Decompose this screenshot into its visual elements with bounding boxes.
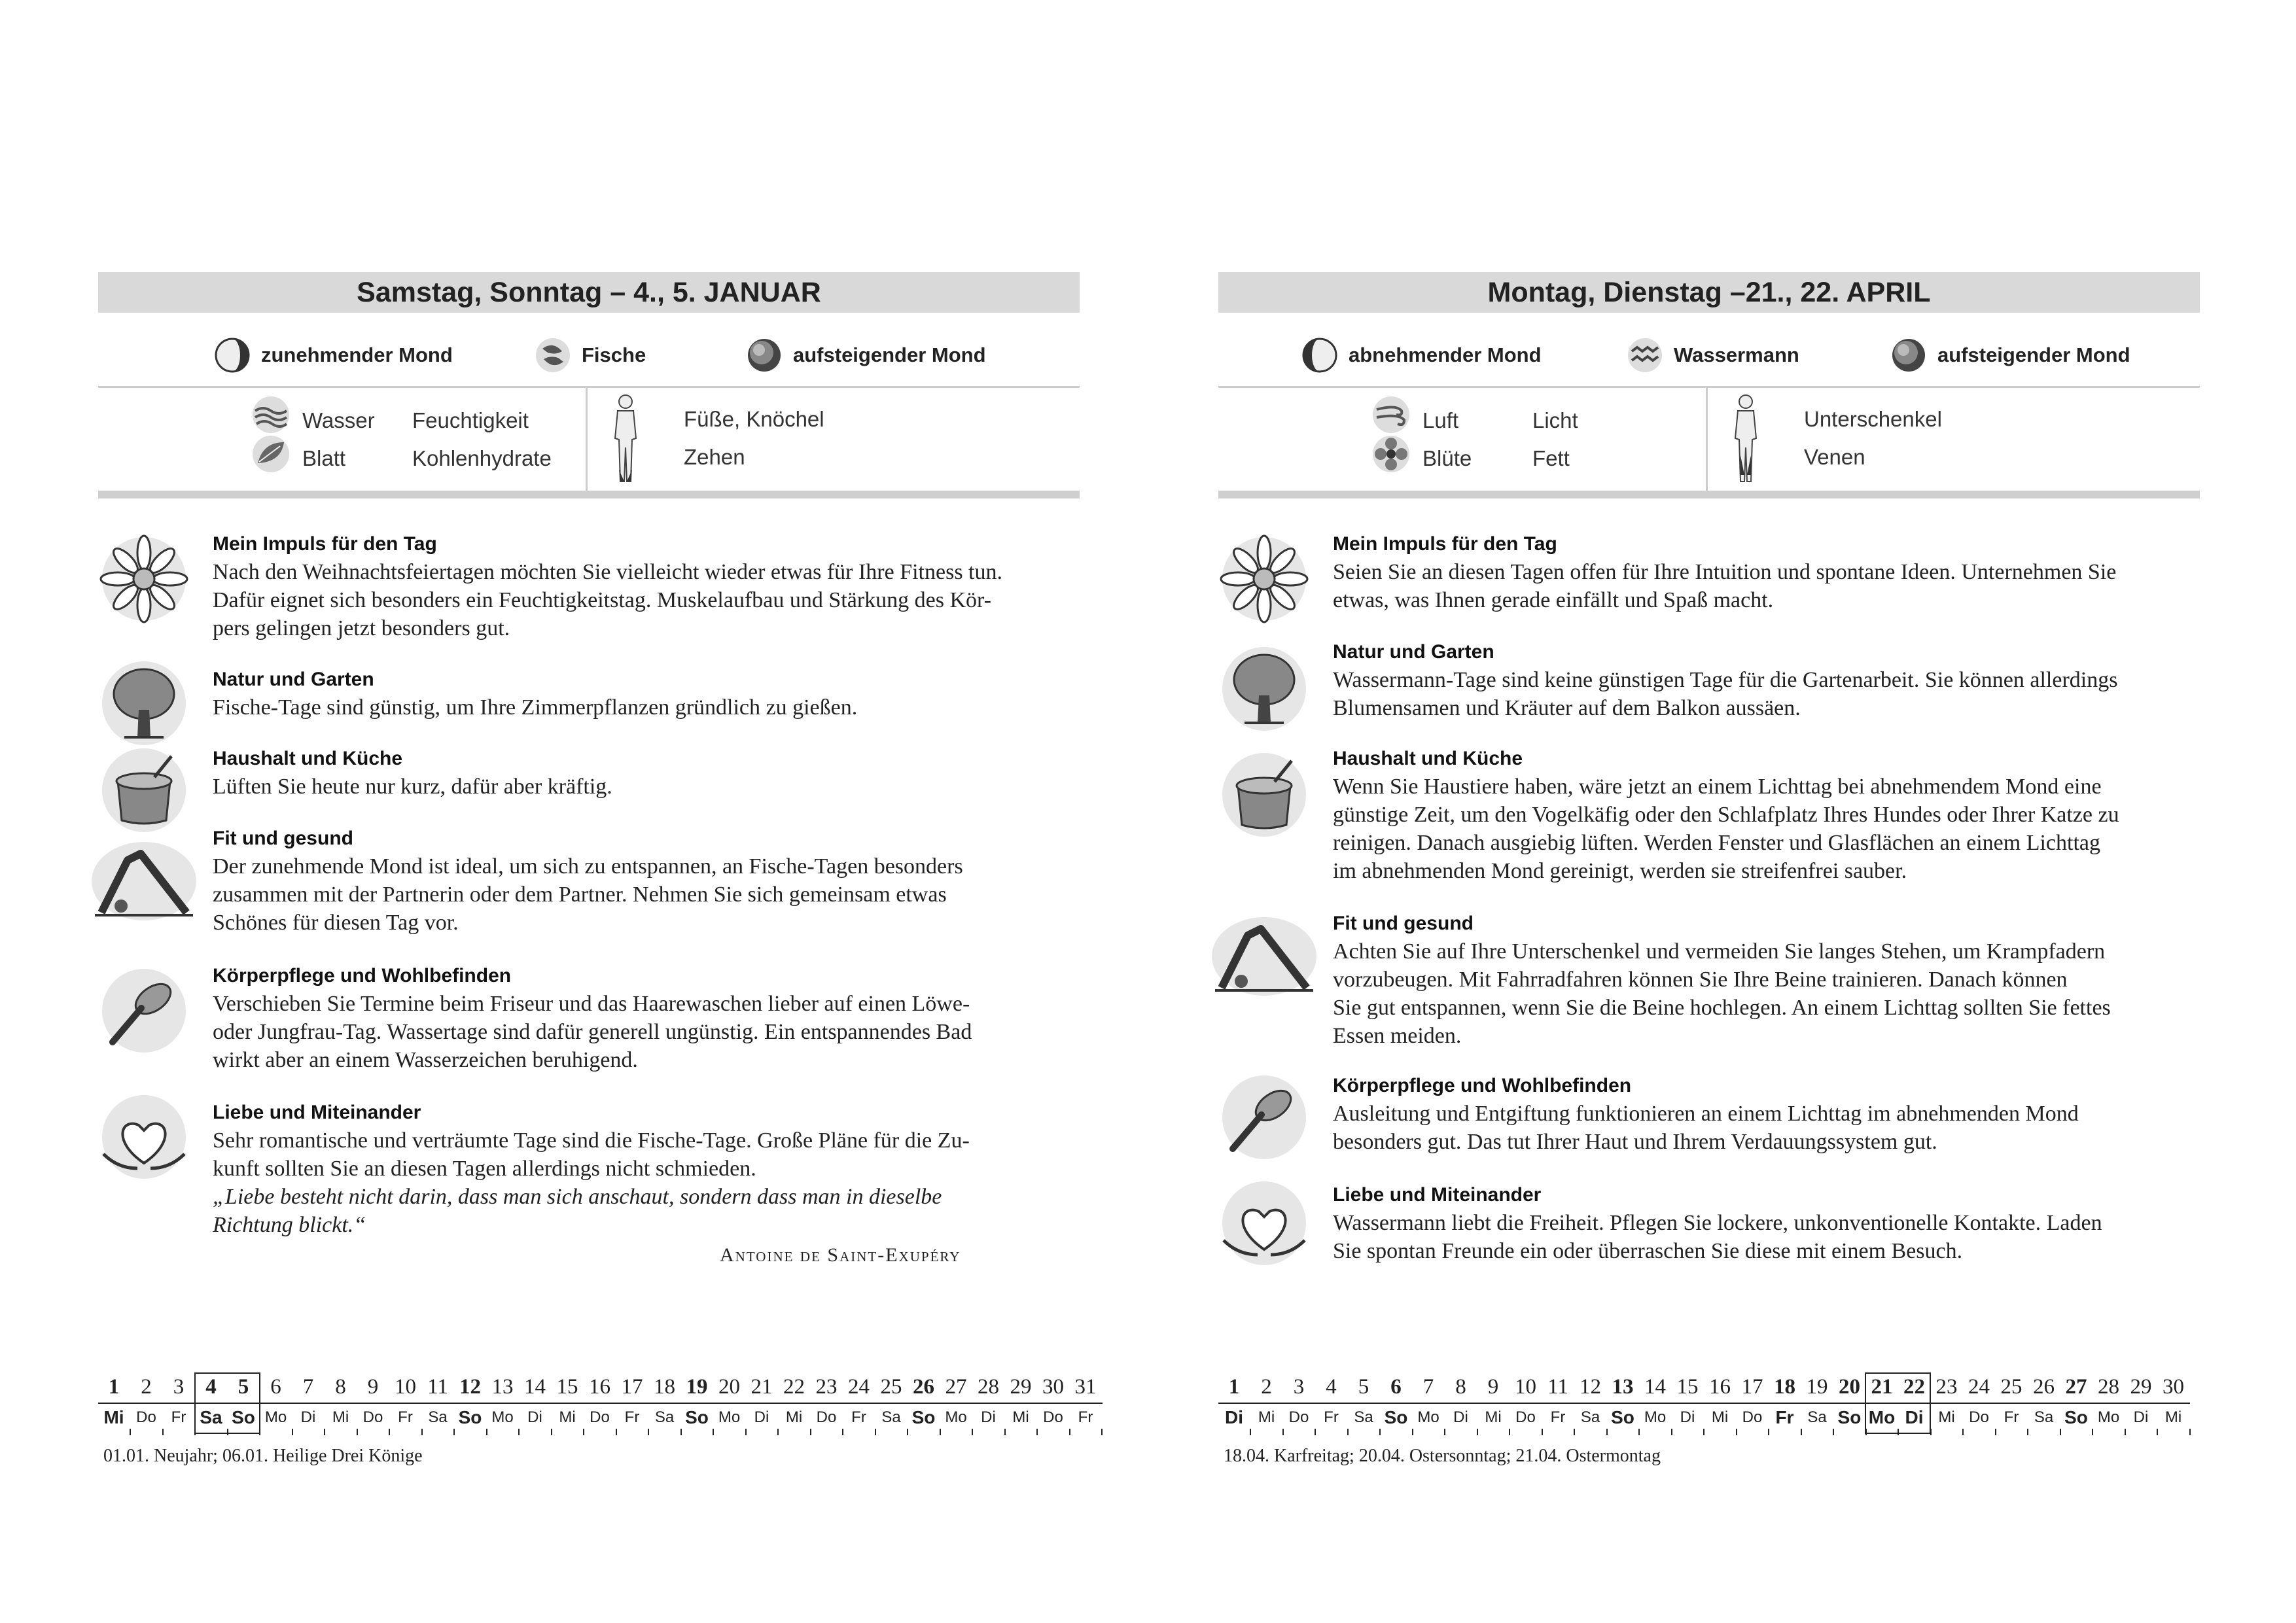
heart-hands-icon — [98, 1091, 190, 1183]
moon-direction — [745, 336, 986, 375]
calendar-weekday: Sa — [200, 1407, 222, 1427]
calendar-weekday: Di — [527, 1408, 542, 1426]
calendar-weekday: So — [232, 1407, 255, 1427]
calendar-day-number: 15 — [1676, 1375, 1699, 1399]
calendar-day-number: 16 — [1709, 1375, 1731, 1399]
calendar-tick — [907, 1429, 908, 1435]
calendar-day-number: 7 — [302, 1375, 314, 1399]
calendar-weekday: So — [458, 1407, 482, 1427]
calendar-day-number: 31 — [1074, 1375, 1097, 1399]
section-text: vorzubeugen. Mit Fahrradfahren können Sie Ihre Beine trainieren. Danach können — [1333, 968, 2068, 992]
calendar-day-number: 11 — [1547, 1375, 1568, 1399]
calendar-day-number: 11 — [427, 1375, 448, 1399]
calendar-day-number: 23 — [815, 1375, 838, 1399]
flower-icon — [98, 533, 190, 625]
moon-info-row — [98, 324, 1080, 388]
section-title: Natur und Garten — [213, 669, 374, 690]
calendar-tick — [1477, 1429, 1478, 1435]
section-text: Wassermann liebt die Freiheit. Pflegen Sie lockere, unkonventionelle Kontakte. Laden — [1333, 1211, 2102, 1235]
calendar-day-number: 6 — [270, 1375, 281, 1399]
calendar-day-number: 15 — [556, 1375, 578, 1399]
calendar-tick — [1347, 1429, 1349, 1435]
calendar-tick — [2125, 1429, 2126, 1435]
calendar-weekday: Mi — [1711, 1408, 1729, 1426]
calendar-day-number: 8 — [335, 1375, 346, 1399]
section-text: Ausleitung und Entgiftung funktionieren an einem Lichttag im abnehmenden Mond — [1333, 1102, 2079, 1126]
yoga-pose-icon — [1209, 909, 1320, 1001]
calendar-day-number: 18 — [654, 1375, 675, 1399]
section-text: pers gelingen jetzt besonders gut. — [213, 616, 510, 640]
calendar-tick — [1995, 1429, 1996, 1435]
section-text: Wassermann-Tage sind keine günstigen Tage für die Gartenarbeit. Sie können allerdings — [1333, 668, 2118, 692]
quote-author: Antoine de Saint-Exupéry — [720, 1244, 961, 1266]
ascending-moon-icon — [1889, 336, 1928, 375]
element-quality: Feuchtigkeit — [412, 408, 529, 432]
calendar-weekday: Do — [136, 1408, 156, 1426]
calendar-weekday: Sa — [1807, 1408, 1827, 1426]
calendar-weekday: Di — [981, 1408, 996, 1426]
calendar-day-number: 25 — [880, 1375, 902, 1399]
calendar-weekday: Sa — [654, 1408, 675, 1426]
calendar-day-number: 21 — [751, 1375, 773, 1399]
calendar-tick — [940, 1429, 941, 1435]
divider — [1218, 491, 2200, 498]
section-text: Sie spontan Freunde ein oder überraschen Sie diese mit einem Besuch. — [1333, 1239, 1963, 1263]
calendar-day-number: 20 — [718, 1375, 740, 1399]
moon-phase — [213, 336, 453, 375]
calendar-tick — [324, 1429, 325, 1435]
calendar-tick — [1282, 1429, 1284, 1435]
plant-part-label: Blatt — [302, 446, 346, 470]
section-text: Essen meiden. — [1333, 1024, 1462, 1048]
calendar-weekday: Di — [754, 1408, 769, 1426]
section-text: Lüften Sie heute nur kurz, dafür aber kräftig. — [213, 775, 612, 799]
calendar-weekday: Do — [1043, 1408, 1063, 1426]
calendar-tick — [1036, 1429, 1038, 1435]
section-text: Schönes für diesen Tag vor. — [213, 911, 459, 935]
calendar-weekday: Mi — [1938, 1408, 1955, 1426]
section-text: reinigen. Danach ausgiebig lüften. Werden Fenster und Glasflächen an einem Lichttag — [1333, 831, 2100, 855]
calendar-day-number: 12 — [459, 1375, 481, 1399]
calendar-tick — [616, 1429, 617, 1435]
calendar-tick — [745, 1429, 747, 1435]
calendar-tick — [648, 1429, 649, 1435]
calendar-day-number: 20 — [1839, 1375, 1860, 1399]
calendar-rule — [1218, 1403, 2190, 1404]
calendar-tick — [2027, 1429, 2028, 1435]
section-text: günstige Zeit, um den Vogelkäfig oder den Schlafplatz Ihres Hundes oder Ihrer Katze zu — [1333, 803, 2119, 827]
zodiac-label: Fische — [582, 343, 646, 366]
section-text: kunft sollten Sie an diesen Tagen allerdings nicht schmieden. — [213, 1157, 756, 1181]
calendar-tick — [486, 1429, 487, 1435]
pisces-icon — [533, 336, 573, 375]
calendar-tick — [2092, 1429, 2093, 1435]
section-text: Fische-Tage sind günstig, um Ihre Zimmerpflanzen gründlich zu gießen. — [213, 695, 858, 720]
cooking-pot-icon — [1218, 749, 1310, 841]
calendar-tick — [1833, 1429, 1834, 1435]
aquarius-icon — [1625, 336, 1665, 375]
moon-info-row — [1218, 324, 2200, 388]
calendar-tick — [1444, 1429, 1445, 1435]
calendar-day-number: 5 — [238, 1375, 249, 1399]
section-text: Verschieben Sie Termine beim Friseur und das Haarewaschen lieber auf einen Löwe- — [213, 992, 970, 1016]
calendar-weekday: Mi — [2164, 1408, 2182, 1426]
calendar-tick — [1412, 1429, 1413, 1435]
waning-moon-icon — [1300, 336, 1339, 375]
nutrient-label: Kohlenhydrate — [412, 446, 552, 470]
calendar-tick — [130, 1429, 131, 1435]
calendar-day-number: 26 — [913, 1375, 934, 1399]
body-part: Füße, Knöchel — [684, 407, 824, 431]
body-figure-icon — [1729, 393, 1763, 484]
calendar-tick — [1004, 1429, 1006, 1435]
calendar-day-number: 10 — [395, 1375, 416, 1399]
moon-phase — [1300, 336, 1542, 375]
quote-text: „Liebe besteht nicht darin, dass man sich anschaut, sondern dass man in dieselbe — [213, 1185, 942, 1209]
calendar-weekday: Mo — [491, 1408, 514, 1426]
calendar-tick — [2189, 1429, 2191, 1435]
calendar-weekday: Do — [1515, 1408, 1536, 1426]
tree-icon — [98, 657, 190, 749]
section-title: Natur und Garten — [1333, 641, 1494, 663]
calendar-weekday: Sa — [2034, 1408, 2054, 1426]
calendar-weekday: Mi — [785, 1408, 803, 1426]
calendar-weekday: Do — [1742, 1408, 1763, 1426]
calendar-tick — [551, 1429, 552, 1435]
cooking-pot-icon — [98, 744, 190, 836]
calendar-day-number: 16 — [589, 1375, 610, 1399]
calendar-weekday: Mi — [103, 1407, 124, 1427]
calendar-day-number: 2 — [141, 1375, 152, 1399]
calendar-day-number: 27 — [945, 1375, 967, 1399]
yoga-pose-icon — [88, 834, 200, 926]
zodiac-sign — [1625, 336, 1799, 375]
calendar-tick — [1736, 1429, 1737, 1435]
calendar-tick — [810, 1429, 811, 1435]
calendar-day-number: 4 — [205, 1375, 217, 1399]
calendar-day-number: 2 — [1261, 1375, 1272, 1399]
calendar-day-number: 9 — [1487, 1375, 1499, 1399]
calendar-weekday: Di — [1225, 1407, 1243, 1427]
waxing-moon-icon — [213, 336, 252, 375]
zodiac-sign — [533, 336, 646, 375]
calendar-day-number: 25 — [2000, 1375, 2022, 1399]
section-text: zusammen mit der Partnerin oder dem Partner. Nehmen Sie sich gemeinsam etwas — [213, 882, 947, 907]
ascending-moon-icon — [745, 336, 784, 375]
calendar-weekday: Mi — [1485, 1408, 1502, 1426]
section-title: Liebe und Miteinander — [213, 1102, 421, 1123]
calendar-weekday: So — [911, 1407, 936, 1427]
calendar-day-number: 24 — [1968, 1375, 1990, 1399]
calendar-tick — [1509, 1429, 1510, 1435]
element-row — [1218, 387, 2200, 491]
moon-direction — [1889, 336, 2130, 375]
calendar-day-number: 1 — [1228, 1375, 1240, 1399]
divider — [1706, 387, 1708, 491]
calendar-tick — [1703, 1429, 1704, 1435]
section-text: im abnehmenden Mond gereinigt, werden sie streifenfrei sauber. — [1333, 859, 1907, 883]
calendar-tick — [518, 1429, 520, 1435]
holiday-note: 01.01. Neujahr; 06.01. Heilige Drei Könige — [103, 1446, 423, 1466]
section-text: Wenn Sie Haustiere haben, wäre jetzt an einem Lichttag bei abnehmendem Mond eine — [1333, 775, 2102, 799]
calendar-weekday: Mo — [1417, 1408, 1439, 1426]
calendar-tick — [1638, 1429, 1640, 1435]
calendar-tick — [1768, 1429, 1769, 1435]
calendar-weekday: Fr — [398, 1408, 413, 1426]
section-text: Sehr romantische und verträumte Tage sind die Fische-Tage. Große Pläne für die Zu- — [213, 1128, 970, 1153]
element-quality: Licht — [1532, 408, 1578, 432]
calendar-day-number: 7 — [1422, 1375, 1434, 1399]
water-icon — [250, 394, 292, 436]
calendar-day-number: 8 — [1455, 1375, 1466, 1399]
left-page — [98, 0, 1097, 1623]
page-title: Samstag, Sonntag – 4., 5. JANUAR — [98, 272, 1080, 313]
calendar-tick — [1606, 1429, 1608, 1435]
body-part: Zehen — [684, 445, 745, 469]
calendar-day-number: 17 — [1741, 1375, 1763, 1399]
calendar-tick — [1542, 1429, 1543, 1435]
calendar-day-number: 12 — [1580, 1375, 1601, 1399]
section-text: Nach den Weihnachtsfeiertagen möchten Sie vielleicht wieder etwas für Ihre Fitness tun. — [213, 560, 1002, 584]
selected-days-box — [194, 1372, 260, 1434]
calendar-day-number: 28 — [2098, 1375, 2119, 1399]
calendar-weekday: Mi — [332, 1408, 349, 1426]
calendar-tick — [1801, 1429, 1802, 1435]
calendar-weekday: Mo — [945, 1408, 967, 1426]
page-title: Montag, Dienstag –21., 22. APRIL — [1218, 272, 2200, 313]
calendar-weekday: So — [2064, 1407, 2088, 1427]
calendar-tick — [713, 1429, 714, 1435]
calendar-tick — [2157, 1429, 2158, 1435]
calendar-day-number: 30 — [2163, 1375, 2184, 1399]
nutrient-label: Fett — [1532, 446, 1570, 470]
calendar-tick — [357, 1429, 358, 1435]
calendar-weekday: Mo — [718, 1408, 741, 1426]
selected-days-box — [1865, 1372, 1931, 1434]
element-label: Wasser — [302, 408, 375, 432]
calendar-weekday: Mi — [559, 1408, 576, 1426]
calendar-tick — [1379, 1429, 1381, 1435]
section-text: besonders gut. Das tut Ihrer Haut und Ihrem Verdauungssystem gut. — [1333, 1130, 1937, 1154]
calendar-day-number: 21 — [1871, 1375, 1893, 1399]
calendar-tick — [389, 1429, 390, 1435]
calendar-weekday: So — [1837, 1407, 1862, 1427]
calendar-weekday: So — [685, 1407, 709, 1427]
calendar-day-number: 18 — [1774, 1375, 1795, 1399]
element-row — [98, 387, 1080, 491]
calendar-day-number: 13 — [1612, 1375, 1634, 1399]
calendar-tick — [842, 1429, 843, 1435]
section-text: Sie gut entspannen, wenn Sie die Beine hochlegen. An einem Lichttag sollten Sie fettes — [1333, 996, 2111, 1020]
calendar-weekday: Sa — [1354, 1408, 1373, 1426]
heart-hands-icon — [1218, 1178, 1310, 1269]
section-text: Achten Sie auf Ihre Unterschenkel und vermeiden Sie langes Stehen, um Krampfadern — [1333, 939, 2106, 964]
calendar-tick — [777, 1429, 779, 1435]
zodiac-label: Wassermann — [1674, 343, 1799, 366]
calendar-tick — [453, 1429, 455, 1435]
calendar-day-number: 1 — [108, 1375, 120, 1399]
divider — [98, 491, 1080, 498]
calendar-weekday: Fr — [624, 1408, 640, 1426]
calendar-weekday: Fr — [1078, 1408, 1093, 1426]
calendar-day-number: 17 — [621, 1375, 643, 1399]
hairbrush-icon — [98, 965, 190, 1056]
calendar-day-number: 14 — [524, 1375, 546, 1399]
moon-direction-label: aufsteigender Mond — [1937, 343, 2130, 366]
plant-part-label: Blüte — [1422, 446, 1472, 470]
body-figure-icon — [609, 393, 643, 484]
calendar-day-number: 5 — [1358, 1375, 1369, 1399]
calendar-tick — [1101, 1429, 1103, 1435]
quote-text: Richtung blickt.“ — [213, 1213, 366, 1237]
moon-direction-label: aufsteigender Mond — [793, 343, 986, 366]
calendar-weekday: Do — [1969, 1408, 1989, 1426]
calendar-weekday: Do — [362, 1408, 383, 1426]
calendar-day-number: 24 — [848, 1375, 870, 1399]
section-title: Liebe und Miteinander — [1333, 1184, 1542, 1206]
calendar-day-number: 28 — [978, 1375, 999, 1399]
calendar-day-number: 27 — [2065, 1375, 2087, 1399]
calendar-weekday: Di — [1680, 1408, 1695, 1426]
calendar-weekday: Di — [2133, 1408, 2149, 1426]
section-text: Der zunehmende Mond ist ideal, um sich zu entspannen, an Fische-Tagen besonders — [213, 854, 963, 879]
calendar-day-number: 26 — [2033, 1375, 2055, 1399]
calendar-weekday: Di — [1453, 1408, 1468, 1426]
calendar-day-number: 29 — [2130, 1375, 2152, 1399]
calendar-weekday: Mo — [1644, 1408, 1667, 1426]
calendar-weekday: So — [1384, 1407, 1408, 1427]
calendar-day-number: 6 — [1390, 1375, 1402, 1399]
calendar-tick — [2060, 1429, 2061, 1435]
calendar-weekday: Do — [590, 1408, 610, 1426]
calendar-weekday: Mi — [1012, 1408, 1029, 1426]
calendar-tick — [1069, 1429, 1070, 1435]
calendar-weekday: Do — [816, 1408, 837, 1426]
hairbrush-icon — [1218, 1072, 1310, 1163]
section-text: Blumensamen und Kräuter auf dem Balkon aussäen. — [1333, 696, 1801, 720]
tree-icon — [1218, 643, 1310, 735]
calendar-tick — [1315, 1429, 1316, 1435]
body-part: Unterschenkel — [1804, 407, 1942, 431]
calendar-day-number: 3 — [1293, 1375, 1305, 1399]
right-page — [1218, 0, 2200, 1623]
section-text: Seien Sie an diesen Tagen offen für Ihre Intuition und spontane Ideen. Unternehmen Sie — [1333, 560, 2117, 584]
section-text: wirkt aber an einem Wasserzeichen beruhigend. — [213, 1048, 638, 1072]
holiday-note: 18.04. Karfreitag; 20.04. Ostersonntag; 21.04. Ostermontag — [1224, 1446, 1661, 1466]
flower-icon — [1218, 533, 1310, 625]
calendar-weekday: Do — [1288, 1408, 1309, 1426]
calendar-weekday: Sa — [1580, 1408, 1600, 1426]
calendar-weekday: Fr — [1324, 1408, 1339, 1426]
calendar-tick — [292, 1429, 293, 1435]
calendar-day-number: 14 — [1644, 1375, 1666, 1399]
calendar-tick — [972, 1429, 973, 1435]
calendar-weekday: Di — [300, 1408, 316, 1426]
calendar-day-number: 3 — [173, 1375, 185, 1399]
body-part: Venen — [1804, 445, 1865, 469]
calendar-day-number: 13 — [491, 1375, 514, 1399]
calendar-weekday: Mo — [264, 1408, 287, 1426]
calendar-day-number: 19 — [686, 1375, 708, 1399]
moon-phase-label: abnehmender Mond — [1349, 343, 1542, 366]
section-text: etwas, was Ihnen gerade einfällt und Spaß macht. — [1333, 588, 1774, 612]
calendar-weekday: Fr — [851, 1408, 866, 1426]
calendar-day-number: 10 — [1515, 1375, 1536, 1399]
calendar-day-number: 22 — [783, 1375, 805, 1399]
section-title: Fit und gesund — [213, 828, 353, 849]
calendar-tick — [680, 1429, 682, 1435]
calendar-weekday: Mo — [1868, 1407, 1896, 1427]
section-title: Haushalt und Küche — [1333, 748, 1523, 769]
calendar-tick — [875, 1429, 876, 1435]
leaf-icon — [250, 433, 292, 475]
section-title: Haushalt und Küche — [213, 748, 403, 769]
calendar-tick — [1574, 1429, 1575, 1435]
calendar-weekday: Mi — [1258, 1408, 1275, 1426]
calendar-tick — [162, 1429, 164, 1435]
divider — [586, 387, 588, 491]
calendar-tick — [1250, 1429, 1251, 1435]
section-text: Dafür eignet sich besonders ein Feuchtigkeitstag. Muskelaufbau und Stärkung des Kör- — [213, 588, 991, 612]
calendar-weekday: Fr — [171, 1408, 186, 1426]
section-title: Fit und gesund — [1333, 913, 1474, 934]
calendar-weekday: Fr — [2004, 1408, 2019, 1426]
calendar-weekday: Di — [1905, 1407, 1924, 1427]
section-title: Körperpflege und Wohlbefinden — [213, 965, 512, 986]
blossom-icon — [1370, 433, 1412, 475]
element-label: Luft — [1422, 408, 1459, 432]
calendar-day-number: 4 — [1326, 1375, 1337, 1399]
calendar-day-number: 23 — [1935, 1375, 1958, 1399]
calendar-weekday: Sa — [881, 1408, 901, 1426]
calendar-tick — [421, 1429, 423, 1435]
calendar-day-number: 30 — [1042, 1375, 1064, 1399]
calendar-weekday: Fr — [1775, 1407, 1794, 1427]
calendar-weekday: Mo — [2097, 1408, 2120, 1426]
section-title: Körperpflege und Wohlbefinden — [1333, 1075, 1632, 1096]
calendar-day-number: 29 — [1010, 1375, 1032, 1399]
calendar-day-number: 22 — [1903, 1375, 1925, 1399]
calendar-tick — [1671, 1429, 1672, 1435]
calendar-tick — [1962, 1429, 1964, 1435]
moon-phase-label: zunehmender Mond — [261, 343, 453, 366]
calendar-day-number: 19 — [1806, 1375, 1828, 1399]
calendar-tick — [583, 1429, 584, 1435]
calendar-day-number: 9 — [367, 1375, 379, 1399]
section-title: Mein Impuls für den Tag — [1333, 533, 1557, 555]
air-icon — [1370, 394, 1412, 436]
section-title: Mein Impuls für den Tag — [213, 533, 437, 555]
calendar-weekday: Sa — [428, 1408, 448, 1426]
calendar-weekday: Fr — [1550, 1408, 1566, 1426]
calendar-weekday: So — [1611, 1407, 1634, 1427]
section-text: oder Jungfrau-Tag. Wassertage sind dafür generell ungünstig. Ein entspannendes Bad — [213, 1020, 972, 1044]
